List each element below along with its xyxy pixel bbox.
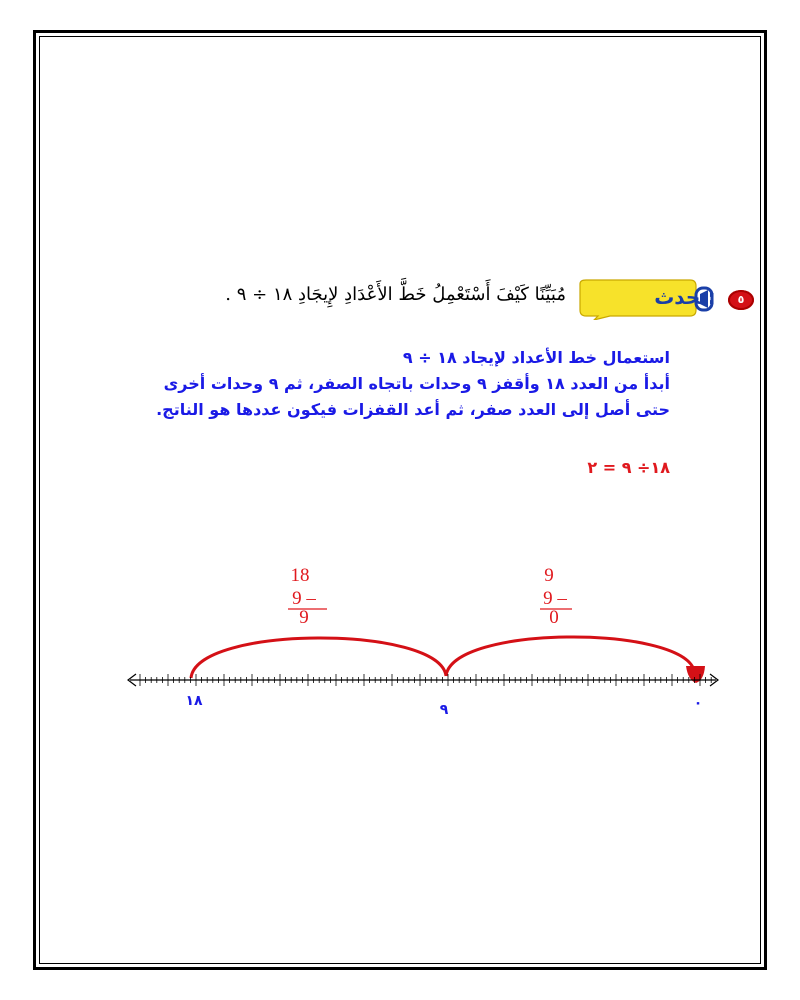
jump-right-top: 9 bbox=[544, 565, 554, 586]
jump-right-subtract: 9 – bbox=[543, 588, 567, 609]
answer-line-2: أبدأ من العدد ١٨ وأقفز ٩ وحدات باتجاه الصفر، ثم ٩ وحدات أخرى bbox=[163, 374, 670, 393]
label-0: ٠ bbox=[693, 695, 703, 711]
jump-arc-left bbox=[191, 638, 446, 678]
jump-left-fraction bbox=[288, 565, 327, 628]
question-number: ٥ bbox=[737, 293, 745, 306]
label-18: ١٨ bbox=[185, 693, 203, 709]
jump-left-top: 18 bbox=[290, 565, 310, 586]
jump-right-fraction bbox=[540, 565, 572, 628]
answer-line-1: استعمال خط الأعداد لإيجاد ١٨ ÷ ٩ bbox=[402, 348, 670, 367]
label-9: ٩ bbox=[439, 702, 449, 718]
jump-arc-right bbox=[446, 637, 694, 676]
talk-label: تحدث: bbox=[654, 285, 716, 309]
jump-left-bottom: 9 bbox=[299, 607, 309, 628]
result-equation: ١٨÷ ٩ = ٢ bbox=[587, 458, 670, 477]
jump-right-bottom: 0 bbox=[549, 607, 559, 628]
answer-line-3: حتى أصل إلى العدد صفر، ثم أعد القفزات فيكون عددها هو الناتج. bbox=[156, 400, 670, 419]
question-text: مُبَيِّنًا كَيْفَ أَسْتَعْمِلُ خَطَّ الأَعْدَادِ لإِيجَادِ ١٨ ÷ ٩ . bbox=[225, 284, 566, 305]
jump-left-subtract: 9 – bbox=[292, 588, 316, 609]
